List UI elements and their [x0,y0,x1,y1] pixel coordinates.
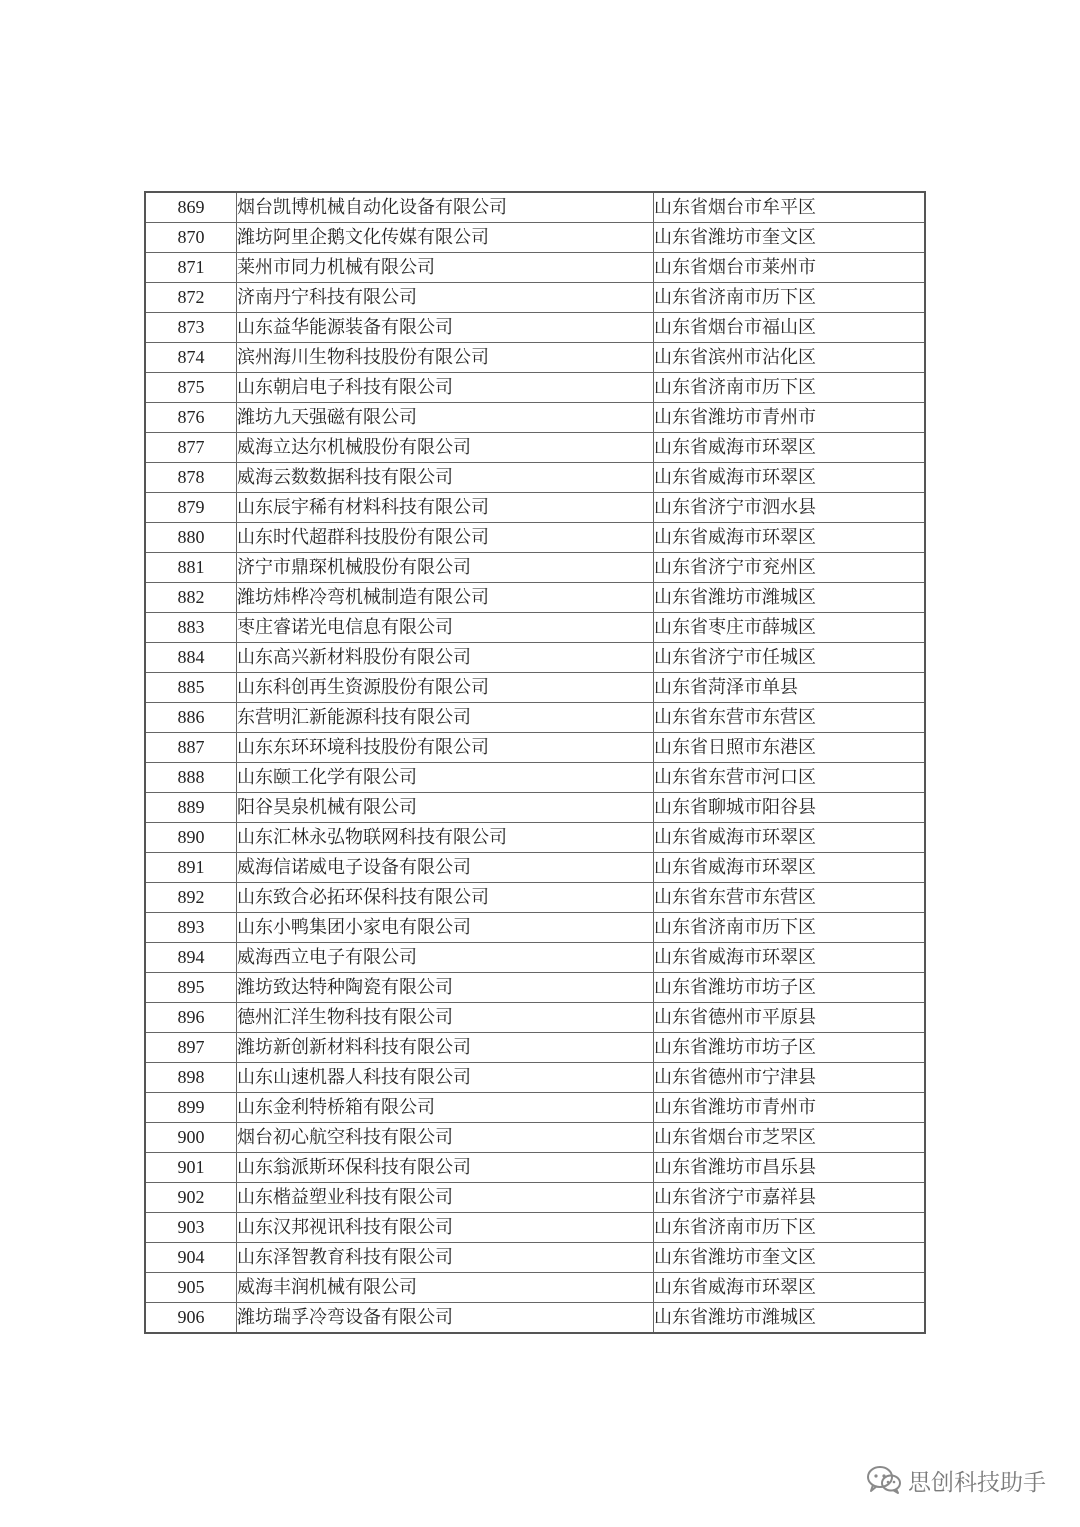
company-name: 潍坊九天强磁有限公司 [237,403,654,433]
company-name: 山东辰宇稀有材料科技有限公司 [237,493,654,523]
company-name: 阳谷昊泉机械有限公司 [237,793,654,823]
row-number: 873 [145,313,237,343]
company-location: 山东省济南市历下区 [654,283,926,313]
company-name: 威海信诺威电子设备有限公司 [237,853,654,883]
company-name: 山东汉邦视讯科技有限公司 [237,1213,654,1243]
table-row [145,403,925,433]
company-location: 山东省菏泽市单县 [654,673,926,703]
row-number: 874 [145,343,237,373]
row-number: 885 [145,673,237,703]
company-location: 山东省济南市历下区 [654,373,926,403]
row-number: 892 [145,883,237,913]
company-location: 山东省潍坊市奎文区 [654,1243,926,1273]
watermark [866,1460,1046,1500]
company-location: 山东省日照市东港区 [654,733,926,763]
company-name: 潍坊致达特种陶瓷有限公司 [237,973,654,1003]
row-number: 876 [145,403,237,433]
company-name: 潍坊阿里企鹅文化传媒有限公司 [237,223,654,253]
table-row [145,1153,925,1183]
row-number: 891 [145,853,237,883]
company-location: 山东省德州市平原县 [654,1003,926,1033]
company-location: 山东省威海市环翠区 [654,823,926,853]
company-name: 山东楷益塑业科技有限公司 [237,1183,654,1213]
company-name: 东营明汇新能源科技有限公司 [237,703,654,733]
company-name: 山东致合必拓环保科技有限公司 [237,883,654,913]
row-number: 898 [145,1063,237,1093]
company-location: 山东省威海市环翠区 [654,433,926,463]
company-location: 山东省聊城市阳谷县 [654,793,926,823]
company-name: 烟台初心航空科技有限公司 [237,1123,654,1153]
company-name: 潍坊瑞孚冷弯设备有限公司 [237,1303,654,1334]
row-number: 872 [145,283,237,313]
row-number: 903 [145,1213,237,1243]
company-name: 山东朝启电子科技有限公司 [237,373,654,403]
table-row [145,1273,925,1303]
company-location: 山东省济宁市泗水县 [654,493,926,523]
table-row [145,583,925,613]
company-name: 济南丹宁科技有限公司 [237,283,654,313]
table-row [145,793,925,823]
row-number: 871 [145,253,237,283]
watermark-text: 思创科技助手 [908,1469,1046,1496]
table-row [145,823,925,853]
table-row [145,373,925,403]
company-name: 威海西立电子有限公司 [237,943,654,973]
company-name: 山东益华能源装备有限公司 [237,313,654,343]
table-row [145,1123,925,1153]
company-name: 山东高兴新材料股份有限公司 [237,643,654,673]
row-number: 905 [145,1273,237,1303]
company-location: 山东省济宁市嘉祥县 [654,1183,926,1213]
row-number: 889 [145,793,237,823]
company-location: 山东省东营市东营区 [654,703,926,733]
company-name: 济宁市鼎琛机械股份有限公司 [237,553,654,583]
row-number: 900 [145,1123,237,1153]
company-name: 山东金利特桥箱有限公司 [237,1093,654,1123]
row-number: 895 [145,973,237,1003]
row-number: 904 [145,1243,237,1273]
company-name: 山东小鸭集团小家电有限公司 [237,913,654,943]
company-location: 山东省枣庄市薛城区 [654,613,926,643]
company-name: 山东泽智教育科技有限公司 [237,1243,654,1273]
table-row [145,673,925,703]
table-body [145,192,925,1333]
company-location: 山东省威海市环翠区 [654,853,926,883]
company-name: 烟台凯博机械自动化设备有限公司 [237,192,654,223]
table-row [145,523,925,553]
table-row [145,913,925,943]
row-number: 882 [145,583,237,613]
table-row [145,283,925,313]
row-number: 888 [145,763,237,793]
company-name: 莱州市同力机械有限公司 [237,253,654,283]
company-name: 山东科创再生资源股份有限公司 [237,673,654,703]
company-table [144,191,926,1334]
row-number: 901 [145,1153,237,1183]
row-number: 886 [145,703,237,733]
table-row [145,883,925,913]
table-row [145,613,925,643]
table-row [145,703,925,733]
row-number: 890 [145,823,237,853]
table-row [145,1003,925,1033]
row-number: 887 [145,733,237,763]
row-number: 878 [145,463,237,493]
company-name: 威海丰润机械有限公司 [237,1273,654,1303]
company-location: 山东省东营市河口区 [654,763,926,793]
company-location: 山东省烟台市牟平区 [654,192,926,223]
company-location: 山东省潍坊市青州市 [654,1093,926,1123]
company-location: 山东省威海市环翠区 [654,943,926,973]
company-name: 德州汇洋生物科技有限公司 [237,1003,654,1033]
row-number: 875 [145,373,237,403]
row-number: 879 [145,493,237,523]
company-name: 潍坊炜桦冷弯机械制造有限公司 [237,583,654,613]
company-location: 山东省潍坊市奎文区 [654,223,926,253]
company-location: 山东省烟台市莱州市 [654,253,926,283]
table-row [145,853,925,883]
company-name: 威海云数数据科技有限公司 [237,463,654,493]
table-row [145,493,925,523]
table-row [145,253,925,283]
company-location: 山东省济宁市任城区 [654,643,926,673]
row-number: 881 [145,553,237,583]
company-name: 威海立达尔机械股份有限公司 [237,433,654,463]
company-name: 山东时代超群科技股份有限公司 [237,523,654,553]
company-name: 山东东环环境科技股份有限公司 [237,733,654,763]
row-number: 897 [145,1033,237,1063]
row-number: 894 [145,943,237,973]
company-name: 枣庄睿诺光电信息有限公司 [237,613,654,643]
table-row [145,1183,925,1213]
company-location: 山东省烟台市福山区 [654,313,926,343]
table-row [145,1033,925,1063]
table-row [145,223,925,253]
row-number: 870 [145,223,237,253]
company-location: 山东省潍坊市潍城区 [654,583,926,613]
company-location: 山东省烟台市芝罘区 [654,1123,926,1153]
wechat-icon [866,1465,902,1495]
table-row [145,1243,925,1273]
table-row [145,343,925,373]
row-number: 880 [145,523,237,553]
company-location: 山东省济宁市兖州区 [654,553,926,583]
table-row [145,463,925,493]
company-location: 山东省滨州市沾化区 [654,343,926,373]
table-row [145,313,925,343]
table-row [145,1063,925,1093]
table-row [145,943,925,973]
row-number: 893 [145,913,237,943]
row-number: 902 [145,1183,237,1213]
table-row [145,1213,925,1243]
row-number: 899 [145,1093,237,1123]
company-location: 山东省潍坊市坊子区 [654,1033,926,1063]
company-name: 滨州海川生物科技股份有限公司 [237,343,654,373]
company-location: 山东省威海市环翠区 [654,463,926,493]
table-row [145,973,925,1003]
table-row [145,643,925,673]
row-number: 877 [145,433,237,463]
company-location: 山东省济南市历下区 [654,913,926,943]
row-number: 883 [145,613,237,643]
company-name: 山东颐工化学有限公司 [237,763,654,793]
company-location: 山东省威海市环翠区 [654,1273,926,1303]
row-number: 896 [145,1003,237,1033]
company-location: 山东省威海市环翠区 [654,523,926,553]
row-number: 869 [145,192,237,223]
company-location: 山东省潍坊市坊子区 [654,973,926,1003]
table-row [145,1303,925,1334]
company-location: 山东省东营市东营区 [654,883,926,913]
company-location: 山东省潍坊市青州市 [654,403,926,433]
table-row [145,763,925,793]
table-row [145,1093,925,1123]
row-number: 884 [145,643,237,673]
company-name: 山东汇林永弘物联网科技有限公司 [237,823,654,853]
table-row [145,733,925,763]
table-row [145,553,925,583]
company-location: 山东省德州市宁津县 [654,1063,926,1093]
company-name: 山东山速机器人科技有限公司 [237,1063,654,1093]
company-name: 山东翁派斯环保科技有限公司 [237,1153,654,1183]
company-name: 潍坊新创新材料科技有限公司 [237,1033,654,1063]
table-row [145,192,925,223]
company-location: 山东省潍坊市昌乐县 [654,1153,926,1183]
table-row [145,433,925,463]
company-location: 山东省潍坊市潍城区 [654,1303,926,1334]
row-number: 906 [145,1303,237,1334]
company-location: 山东省济南市历下区 [654,1213,926,1243]
